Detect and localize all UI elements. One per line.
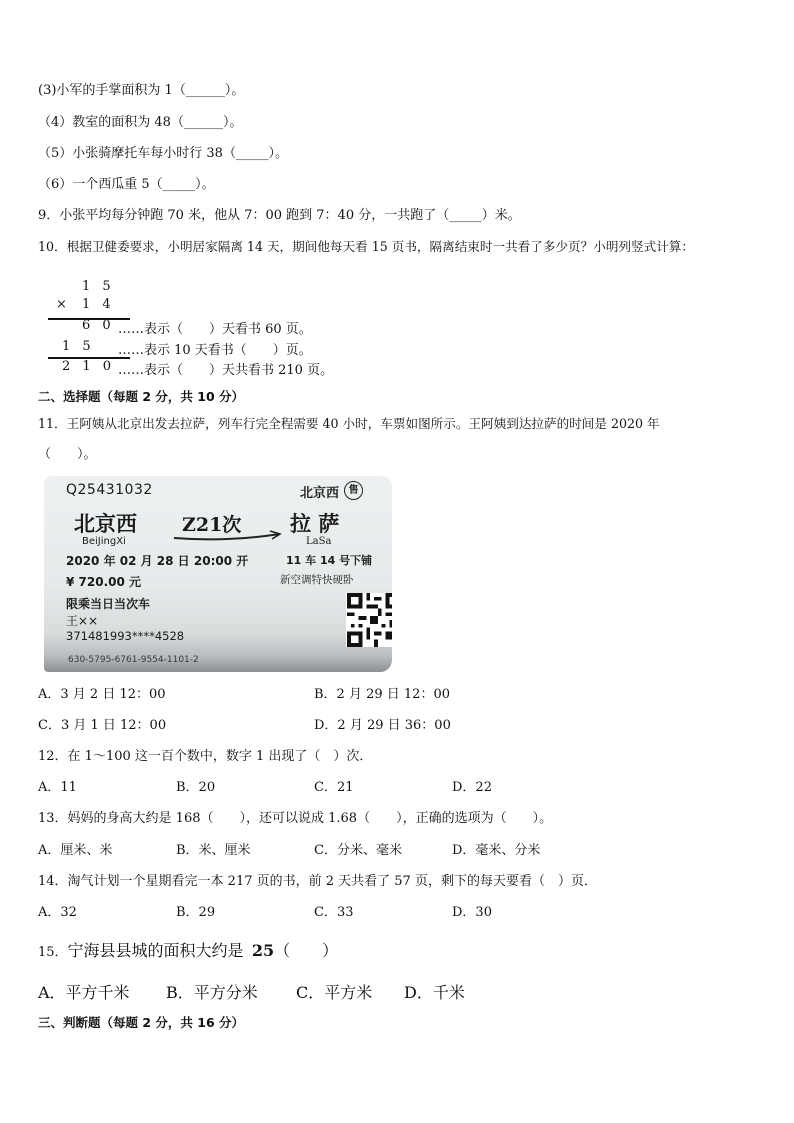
ticket-seat: 11 车 14 号下铺 (286, 554, 373, 567)
calc-note-1: ……表示（ ）天看书 60 页。 (118, 322, 312, 337)
ticket-price: ¥ 720.00 元 (66, 575, 142, 589)
question-8-3: (3)小军的手掌面积为 1（______）。 (38, 83, 245, 98)
ticket-to-pinyin: LaSa (306, 536, 332, 547)
calc-row-1: 1 5 (82, 279, 115, 294)
question-12: 12．在 1～100 这一百个数中，数字 1 出现了（ ）次． (38, 749, 373, 764)
q15-option-b[interactable]: B．平方分米 (166, 983, 258, 1002)
ticket-station-top: 北京西 (300, 486, 340, 501)
calc-row-2: 1 4 (82, 297, 115, 312)
ticket-serial: Q25431032 (66, 482, 153, 498)
q13-option-a[interactable]: A．厘米、米 (38, 843, 113, 858)
q15-label: 15． (38, 945, 68, 960)
ticket-type: 新空调特快硬卧 (280, 574, 354, 586)
question-14: 14．淘气计划一个星期看完一本 217 页的书，前 2 天共看了 57 页，剩下的每天要看（ ）页． (38, 874, 597, 889)
q13-option-b[interactable]: B．米、厘米 (176, 843, 251, 858)
q15-option-c[interactable]: C．平方米 (296, 983, 373, 1002)
q11-option-b[interactable]: B．2 月 29 日 12：00 (314, 687, 450, 702)
question-13: 13．妈妈的身高大约是 168（ ），还可以说成 1.68（ ），正确的选项为（ ）。 (38, 811, 553, 826)
ticket-name: 王×× (66, 614, 99, 628)
question-9: 9．小张平均每分钟跑 70 米，他从 7：00 跑到 7：40 分，一共跑了（_____）米。 (38, 208, 521, 223)
ticket-bottom-code: 630-5795-6761-9554-1101-2 (68, 655, 199, 665)
qr-code-icon (346, 593, 392, 647)
q15-number: 25 (251, 941, 275, 960)
calc-note-3: ……表示（ ）天共看书 210 页。 (118, 363, 334, 378)
question-11-paren: （ ）。 (38, 447, 97, 462)
arrow-icon (172, 530, 282, 542)
q14-option-b[interactable]: B．29 (176, 905, 216, 920)
question-8-5: （5）小张骑摩托车每小时行 38（_____）。 (38, 146, 288, 161)
calc-row-5: 2 1 0 (62, 359, 116, 374)
q14-option-d[interactable]: D．30 (452, 905, 492, 920)
section-3-heading: 三、判断题（每题 2 分，共 16 分） (38, 1015, 245, 1030)
question-8-6: （6）一个西瓜重 5（_____）。 (38, 177, 215, 192)
q13-option-c[interactable]: C．分米、毫米 (314, 843, 402, 858)
q12-option-d[interactable]: D．22 (452, 780, 492, 795)
question-8-4: （4）教室的面积为 48（______）。 (38, 115, 243, 130)
q14-option-a[interactable]: A．32 (38, 905, 77, 920)
ticket-from-pinyin: BeiJingXi (82, 536, 126, 547)
ticket-from: 北京西 (74, 511, 137, 536)
q12-option-a[interactable]: A．11 (38, 780, 77, 795)
q15-option-d[interactable]: D．千米 (404, 983, 465, 1002)
q11-option-c[interactable]: C．3 月 1 日 12：00 (38, 718, 167, 733)
ticket-datetime: 2020 年 02 月 28 日 20:00 开 (66, 554, 249, 568)
ticket-train: Z21次 (182, 514, 242, 536)
q15-paren: （ ） (274, 941, 339, 960)
q15-text: 宁海县县城的面积大约是 (67, 941, 244, 960)
q13-option-d[interactable]: D．毫米、分米 (452, 843, 541, 858)
calc-row-4: 1 5 (62, 339, 95, 354)
q14-option-c[interactable]: C．33 (314, 905, 354, 920)
ticket-limit: 限乘当日当次车 (66, 597, 151, 611)
question-10: 10．根据卫健委要求，小明居家隔离 14 天，期间他每天看 15 页书，隔离结束时一共看了多少页？小明列竖式计算： (38, 239, 694, 254)
ticket-to: 拉 萨 (290, 511, 340, 536)
train-ticket-image (44, 476, 392, 672)
section-2-heading: 二、选择题（每题 2 分，共 10 分） (38, 389, 245, 404)
q15-option-a[interactable]: A．平方千米 (38, 983, 130, 1002)
q11-option-d[interactable]: D．2 月 29 日 36：00 (314, 718, 451, 733)
times-sign: × (56, 297, 67, 312)
calc-row-3: 6 0 (82, 318, 115, 333)
question-15 (38, 940, 338, 964)
q12-option-b[interactable]: B．20 (176, 780, 216, 795)
calc-note-2: ……表示 10 天看书（ ）页。 (118, 343, 312, 358)
q11-option-a[interactable]: A．3 月 2 日 12：00 (38, 687, 166, 702)
ticket-id: 371481993****4528 (66, 629, 185, 643)
q12-option-c[interactable]: C．21 (314, 780, 354, 795)
question-11-text: 11．王阿姨从北京出发去拉萨，列车行完全程需要 40 小时，车票如图所示。王阿姨到达拉萨的时间是 2020 年 (38, 416, 660, 431)
sold-stamp-icon: 售 (344, 481, 363, 500)
